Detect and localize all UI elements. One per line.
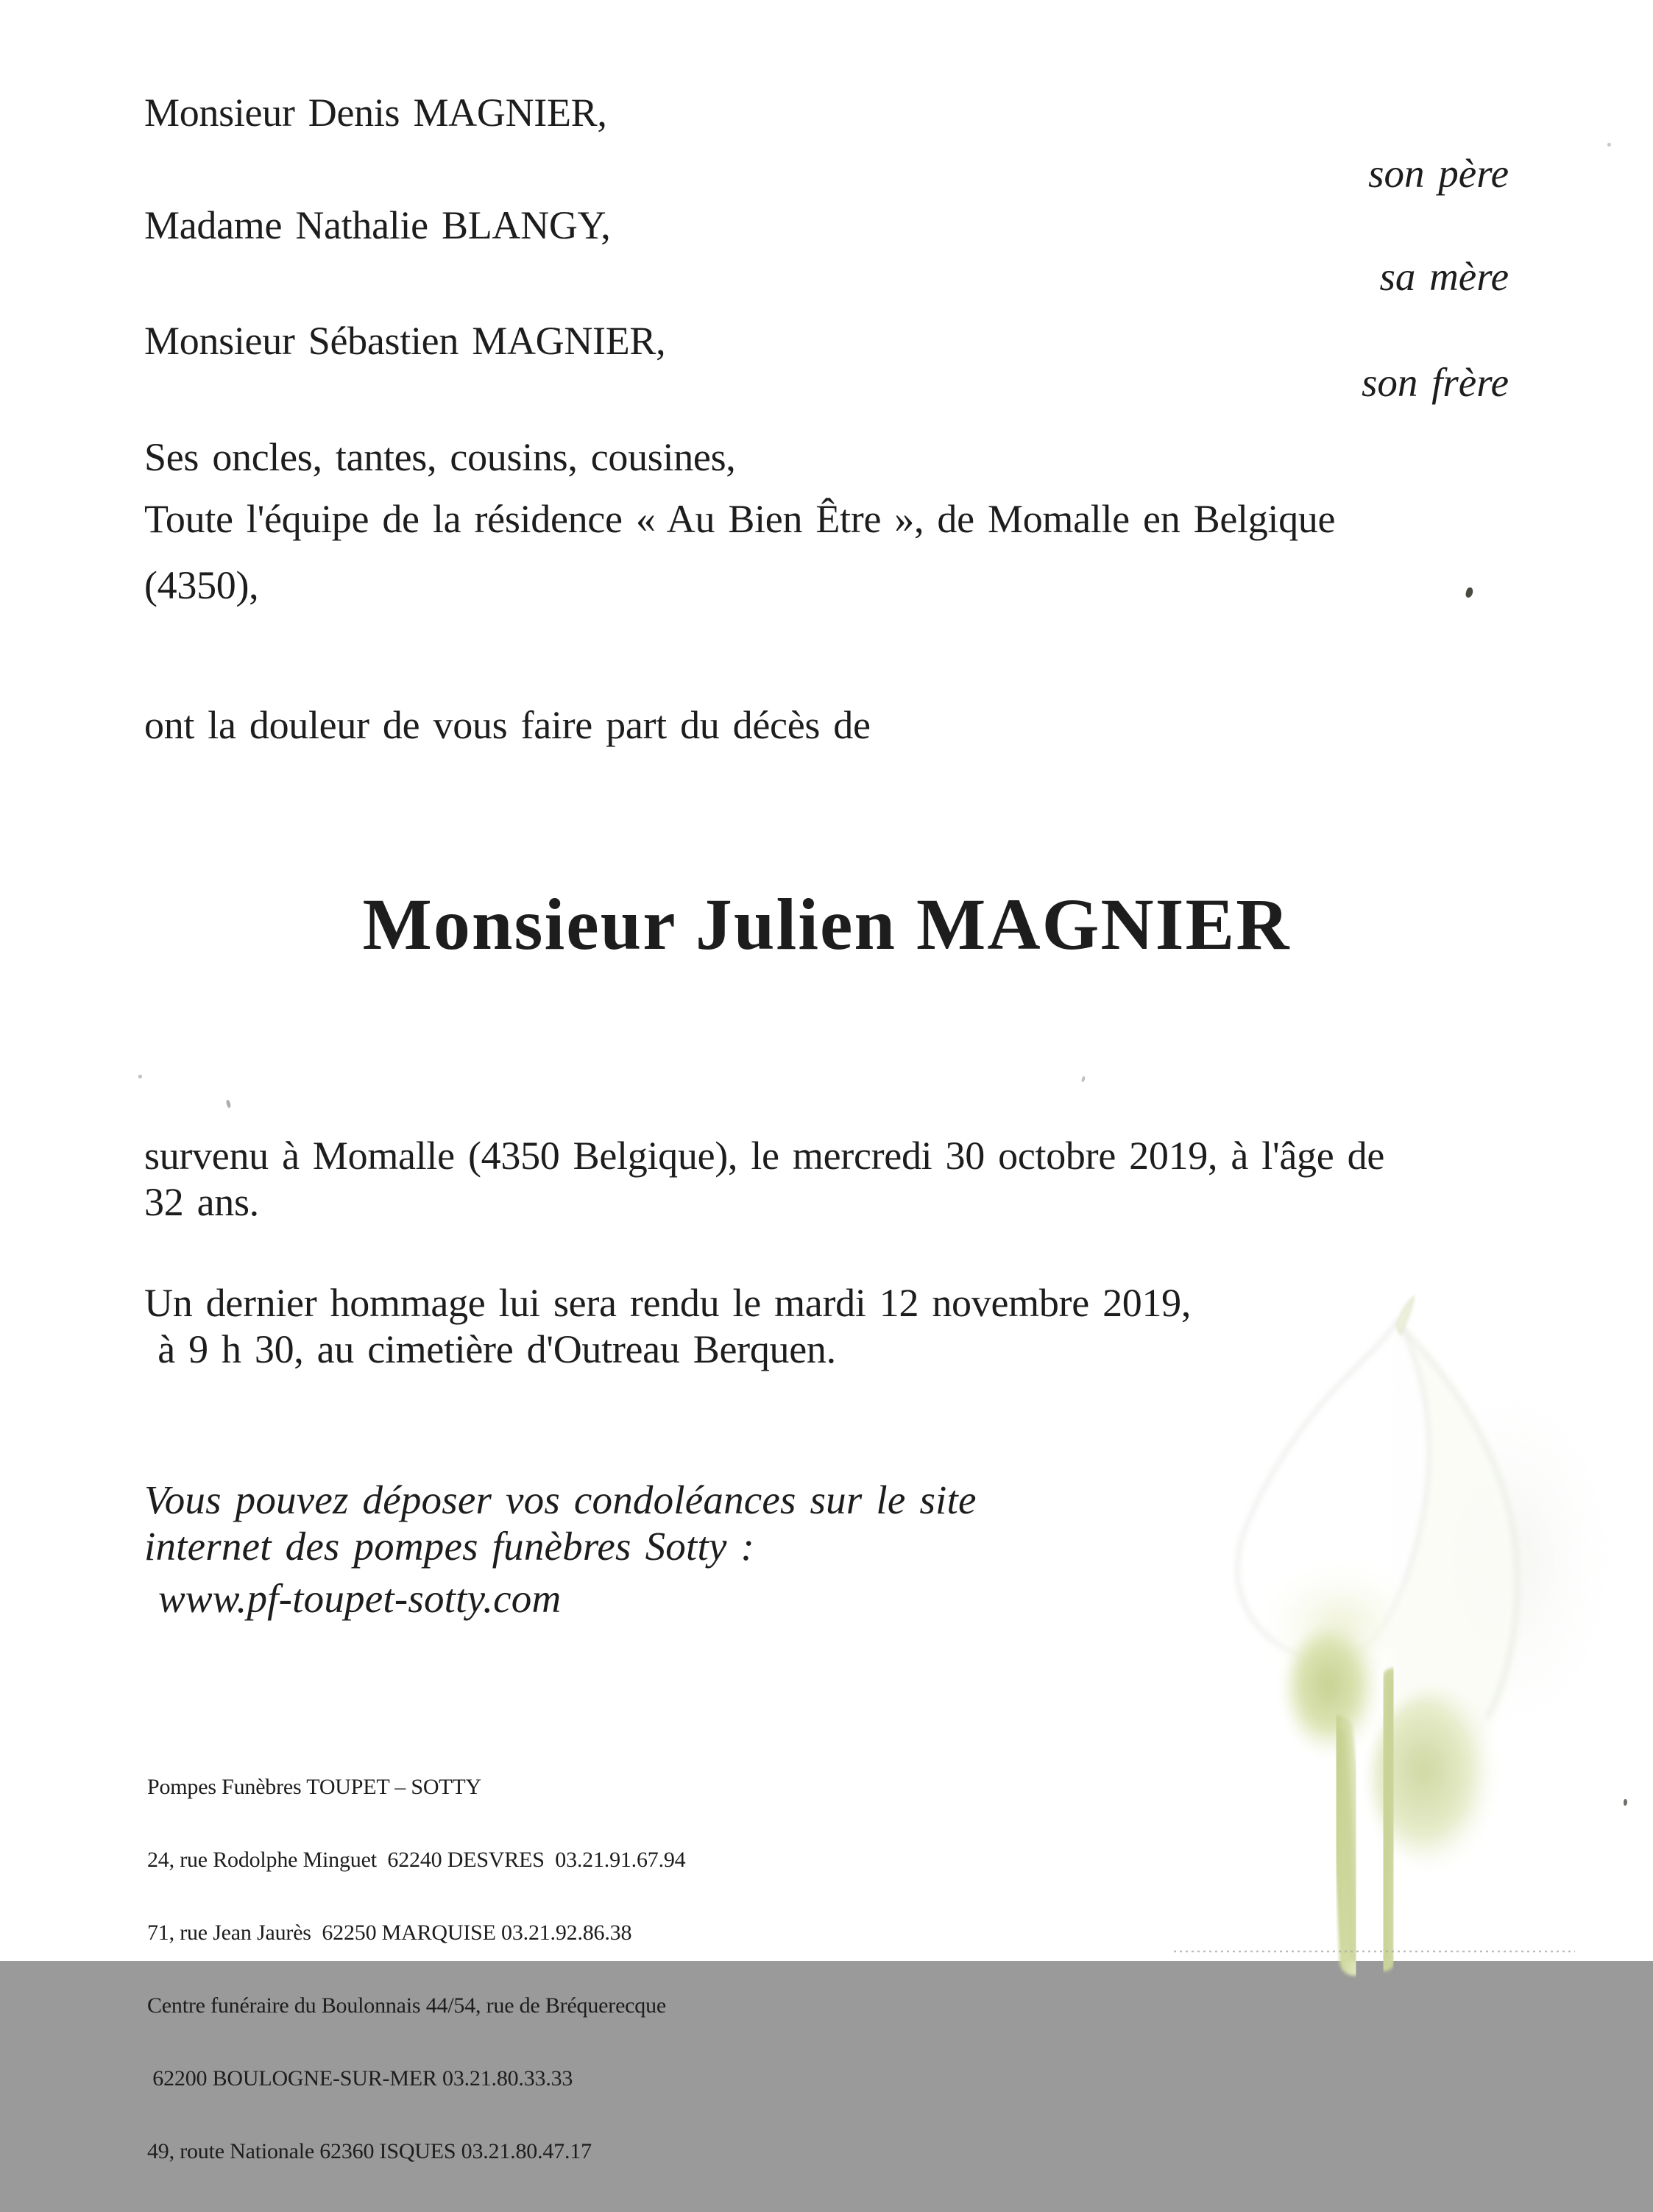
family-line: Ses oncles, tantes, cousins, cousines, <box>144 435 736 479</box>
footer-address-4: 62200 BOULOGNE-SUR-MER 03.21.80.33.33 <box>147 2066 573 2091</box>
death-line-2: 32 ans. <box>144 1180 259 1224</box>
funeral-home-footer <box>147 1726 686 2212</box>
condolences-line-2: internet des pompes funèbres Sotty : <box>144 1524 755 1569</box>
team-line-2: (4350), <box>144 563 259 607</box>
relation-label-2: sa mère <box>1379 254 1509 299</box>
condolences-line-1: Vous pouvez déposer vos condoléances sur le site <box>144 1477 977 1522</box>
scan-speck <box>1081 1076 1086 1083</box>
scan-speck <box>225 1099 231 1108</box>
tribute-line-2: à 9 h 30, au cimetière d'Outreau Berquen. <box>144 1327 836 1371</box>
condolences-website-url: www.pf-toupet-sotty.com <box>144 1576 562 1621</box>
deceased-name-title: Monsieur Julien MAGNIER <box>362 883 1291 965</box>
funeral-home-name: Pompes Funèbres TOUPET – SOTTY <box>147 1775 482 1799</box>
footer-address-5: 49, route Nationale 62360 ISQUES 03.21.80.47.17 <box>147 2139 592 2163</box>
footer-address-2: 71, rue Jean Jaurès 62250 MARQUISE 03.21.92.86.38 <box>147 1921 632 1945</box>
relative-name-2: Madame Nathalie BLANGY, <box>144 203 611 247</box>
relative-name-1: Monsieur Denis MAGNIER, <box>144 91 607 135</box>
intro-line: ont la douleur de vous faire part du décès de <box>144 703 871 747</box>
footer-address-3: Centre funéraire du Boulonnais 44/54, rue de Bréquerecque <box>147 1993 667 2018</box>
scan-speck <box>1465 587 1474 598</box>
scan-speck <box>138 1075 142 1078</box>
team-line-1: Toute l'équipe de la résidence « Au Bien Être », de Momalle en Belgique <box>144 497 1336 541</box>
death-line-1: survenu à Momalle (4350 Belgique), le mercredi 30 octobre 2019, à l'âge de <box>144 1134 1384 1178</box>
calla-lily-image <box>1104 1215 1653 1961</box>
tribute-line-1: Un dernier hommage lui sera rendu le mardi 12 novembre 2019, <box>144 1281 1192 1325</box>
relative-name-3: Monsieur Sébastien MAGNIER, <box>144 319 666 363</box>
scan-speck <box>1607 143 1611 146</box>
relation-label-1: son père <box>1368 151 1509 196</box>
footer-address-1: 24, rue Rodolphe Minguet 62240 DESVRES 03.21.91.67.94 <box>147 1848 686 1872</box>
relation-label-3: son frère <box>1361 360 1509 405</box>
